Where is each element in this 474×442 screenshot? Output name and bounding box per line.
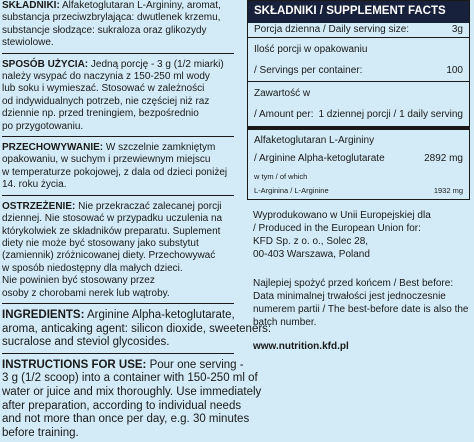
arginine-amount: 1932 mg [433, 186, 463, 195]
website-link[interactable]: www.nutrition.kfd.pl [253, 341, 349, 352]
ingredient-line [254, 152, 463, 165]
warning-pl-line: którykolwiek ze składników preparatu. Suplement [2, 225, 221, 237]
right-column [247, 0, 470, 442]
composition-pl-line: stewiolowe. [2, 37, 54, 49]
manufacturer-line: Wyprodukowano w Unii Europejskiej dla [253, 210, 431, 221]
amount-label-pl: Zawartość w [254, 88, 311, 99]
arginine-label: L-Arginina / L-Arginine [254, 186, 329, 195]
ingredient-amount: 2892 mg [424, 153, 463, 164]
usage-pl-label: SPOSÓB UŻYCIA: [2, 58, 89, 70]
warning-pl-line: osoby z chorobami nerek lub wątroby. [2, 287, 170, 299]
manufacturer-line: KFD Sp. z o. o., Solec 28, [253, 236, 369, 247]
section-divider [2, 353, 234, 354]
serving-size-label: Porcja dzienna / Daily serving size: [254, 24, 410, 35]
usage-pl-line: po przygotowaniu. [2, 120, 84, 132]
instructions-en-line: after preparation, according to individual needs [2, 399, 242, 412]
warning-pl-label: OSTRZEŻENIE: [2, 200, 76, 212]
storage-pl-line: 14. roku życia. [2, 179, 67, 191]
arginine-row [248, 182, 469, 199]
ingredients-en-line: Arginine Alpha-ketoglutarate, [86, 308, 235, 321]
of-which-row [248, 172, 469, 182]
usage-pl-line: dziennie np. przed treningiem, bezpośrednio [2, 108, 199, 120]
amount-per-row [248, 82, 469, 126]
usage-pl-section [2, 59, 234, 133]
ingredient-row [248, 130, 469, 172]
servings-line [254, 64, 463, 77]
usage-pl-line: Jedną porcję - 3 g (1/2 miarki) [90, 58, 224, 70]
servings-value: 100 [446, 65, 463, 76]
manufacturer-line: / Produced in the European Union for: [253, 223, 421, 234]
of-which-label: w tym / of which [254, 172, 308, 181]
left-column [2, 0, 272, 442]
storage-pl-section [2, 142, 234, 192]
warning-pl-section [2, 201, 234, 300]
manufacturer-section [247, 209, 470, 261]
ingredient-name-pl: Alfaketoglutaran L-Argininy [254, 135, 375, 146]
storage-pl-line: W szczelnie zamkniętym [105, 142, 216, 154]
section-divider [2, 136, 234, 137]
section-divider [2, 53, 234, 54]
ingredient-name-en: / Arginine Alpha-ketoglutarate [254, 153, 385, 164]
best-before-line: numerem partii / The best-before date is also the [253, 304, 469, 315]
servings-per-container-row [248, 38, 469, 82]
usage-pl-line: należy wsypać do naczynia z 150-250 ml wody [2, 71, 210, 83]
instructions-en-line: 3 g (1/2 scoop) into a container with 150-250 ml of [2, 372, 258, 385]
composition-pl-label: SKŁADNIKI: [2, 0, 60, 11]
ingredients-en-section [2, 308, 272, 350]
best-before-line: Najlepiej spożyć przed końcem / Best before: [253, 278, 454, 289]
instructions-en-line: Pour one serving - [149, 358, 244, 371]
best-before-line: batch number. [253, 317, 317, 328]
serving-size-value: 3g [451, 24, 463, 35]
serving-size-row [248, 23, 469, 38]
servings-label-pl: Ilość porcji w opakowaniu [254, 44, 368, 55]
section-divider [2, 195, 234, 196]
usage-pl-line: lub soku i wymieszać. Stosować w zależności [2, 83, 205, 95]
instructions-en-section [2, 358, 262, 441]
composition-pl-line: substancja przeciwzbrylająca: dwutlenek krzemu, [2, 12, 221, 24]
supplement-facts-table [247, 0, 470, 200]
best-before-section [247, 277, 470, 329]
usage-pl-line: od indywidualnych potrzeb, nie częściej niż raz [2, 95, 210, 107]
instructions-en-line: water or juice and mix thoroughly. Use immediately [2, 385, 262, 398]
ingredients-en-line: sucralose and steviol glycosides. [2, 336, 170, 349]
composition-pl-line: Alfaketoglutaran L-Argininy, aromat, [62, 0, 221, 11]
composition-pl-line: substancje słodzące: sukraloza oraz glikozydy [2, 24, 207, 36]
instructions-en-label: INSTRUCTIONS FOR USE: [2, 358, 147, 371]
storage-pl-line: w temperaturze pokojowej, z dala od dzieci poniżej [2, 166, 228, 178]
storage-pl-label: PRZECHOWYWANIE: [2, 142, 104, 154]
amount-line [254, 108, 463, 121]
warning-pl-line: (zamiennik) zróżnicowanej diety. Przechowywać [2, 250, 216, 262]
warning-pl-line: Nie przekraczać zalecanej porcji [78, 200, 222, 212]
ingredients-en-label: INGREDIENTS: [2, 308, 85, 321]
manufacturer-line: 00-403 Warszawa, Poland [253, 249, 370, 260]
best-before-line: Data minimalnej trwałości jest jednoczesnie [253, 291, 446, 302]
instructions-en-line: before training. [2, 426, 79, 439]
warning-pl-line: w sposób niedostępny dla małych dzieci. [2, 262, 183, 274]
amount-value: 1 dziennej porcji / 1 daily serving [318, 109, 463, 120]
supplement-facts-title: SKŁADNIKI / SUPPLEMENT FACTS [248, 1, 469, 23]
warning-pl-line: diety nie może być stosowany jako substytut [2, 237, 199, 249]
storage-pl-line: opakowaniu, w suchym i przewiewnym miejscu [2, 154, 211, 166]
ingredients-en-line: aroma, anticaking agent: silicon dioxide, sweeteners: [2, 322, 272, 335]
section-divider [2, 303, 234, 304]
composition-pl-section [2, 0, 234, 50]
warning-pl-line: dziennej. Nie stosować w przypadku uczulenia na [2, 213, 223, 225]
amount-label-en: / Amount per: [254, 109, 314, 120]
warning-pl-line: Nie powinien być stosowany przez [2, 275, 155, 287]
servings-label-en: / Servings per container: [254, 65, 363, 76]
instructions-en-line: and not more than once per day, e.g. 30 minutes [2, 413, 250, 426]
